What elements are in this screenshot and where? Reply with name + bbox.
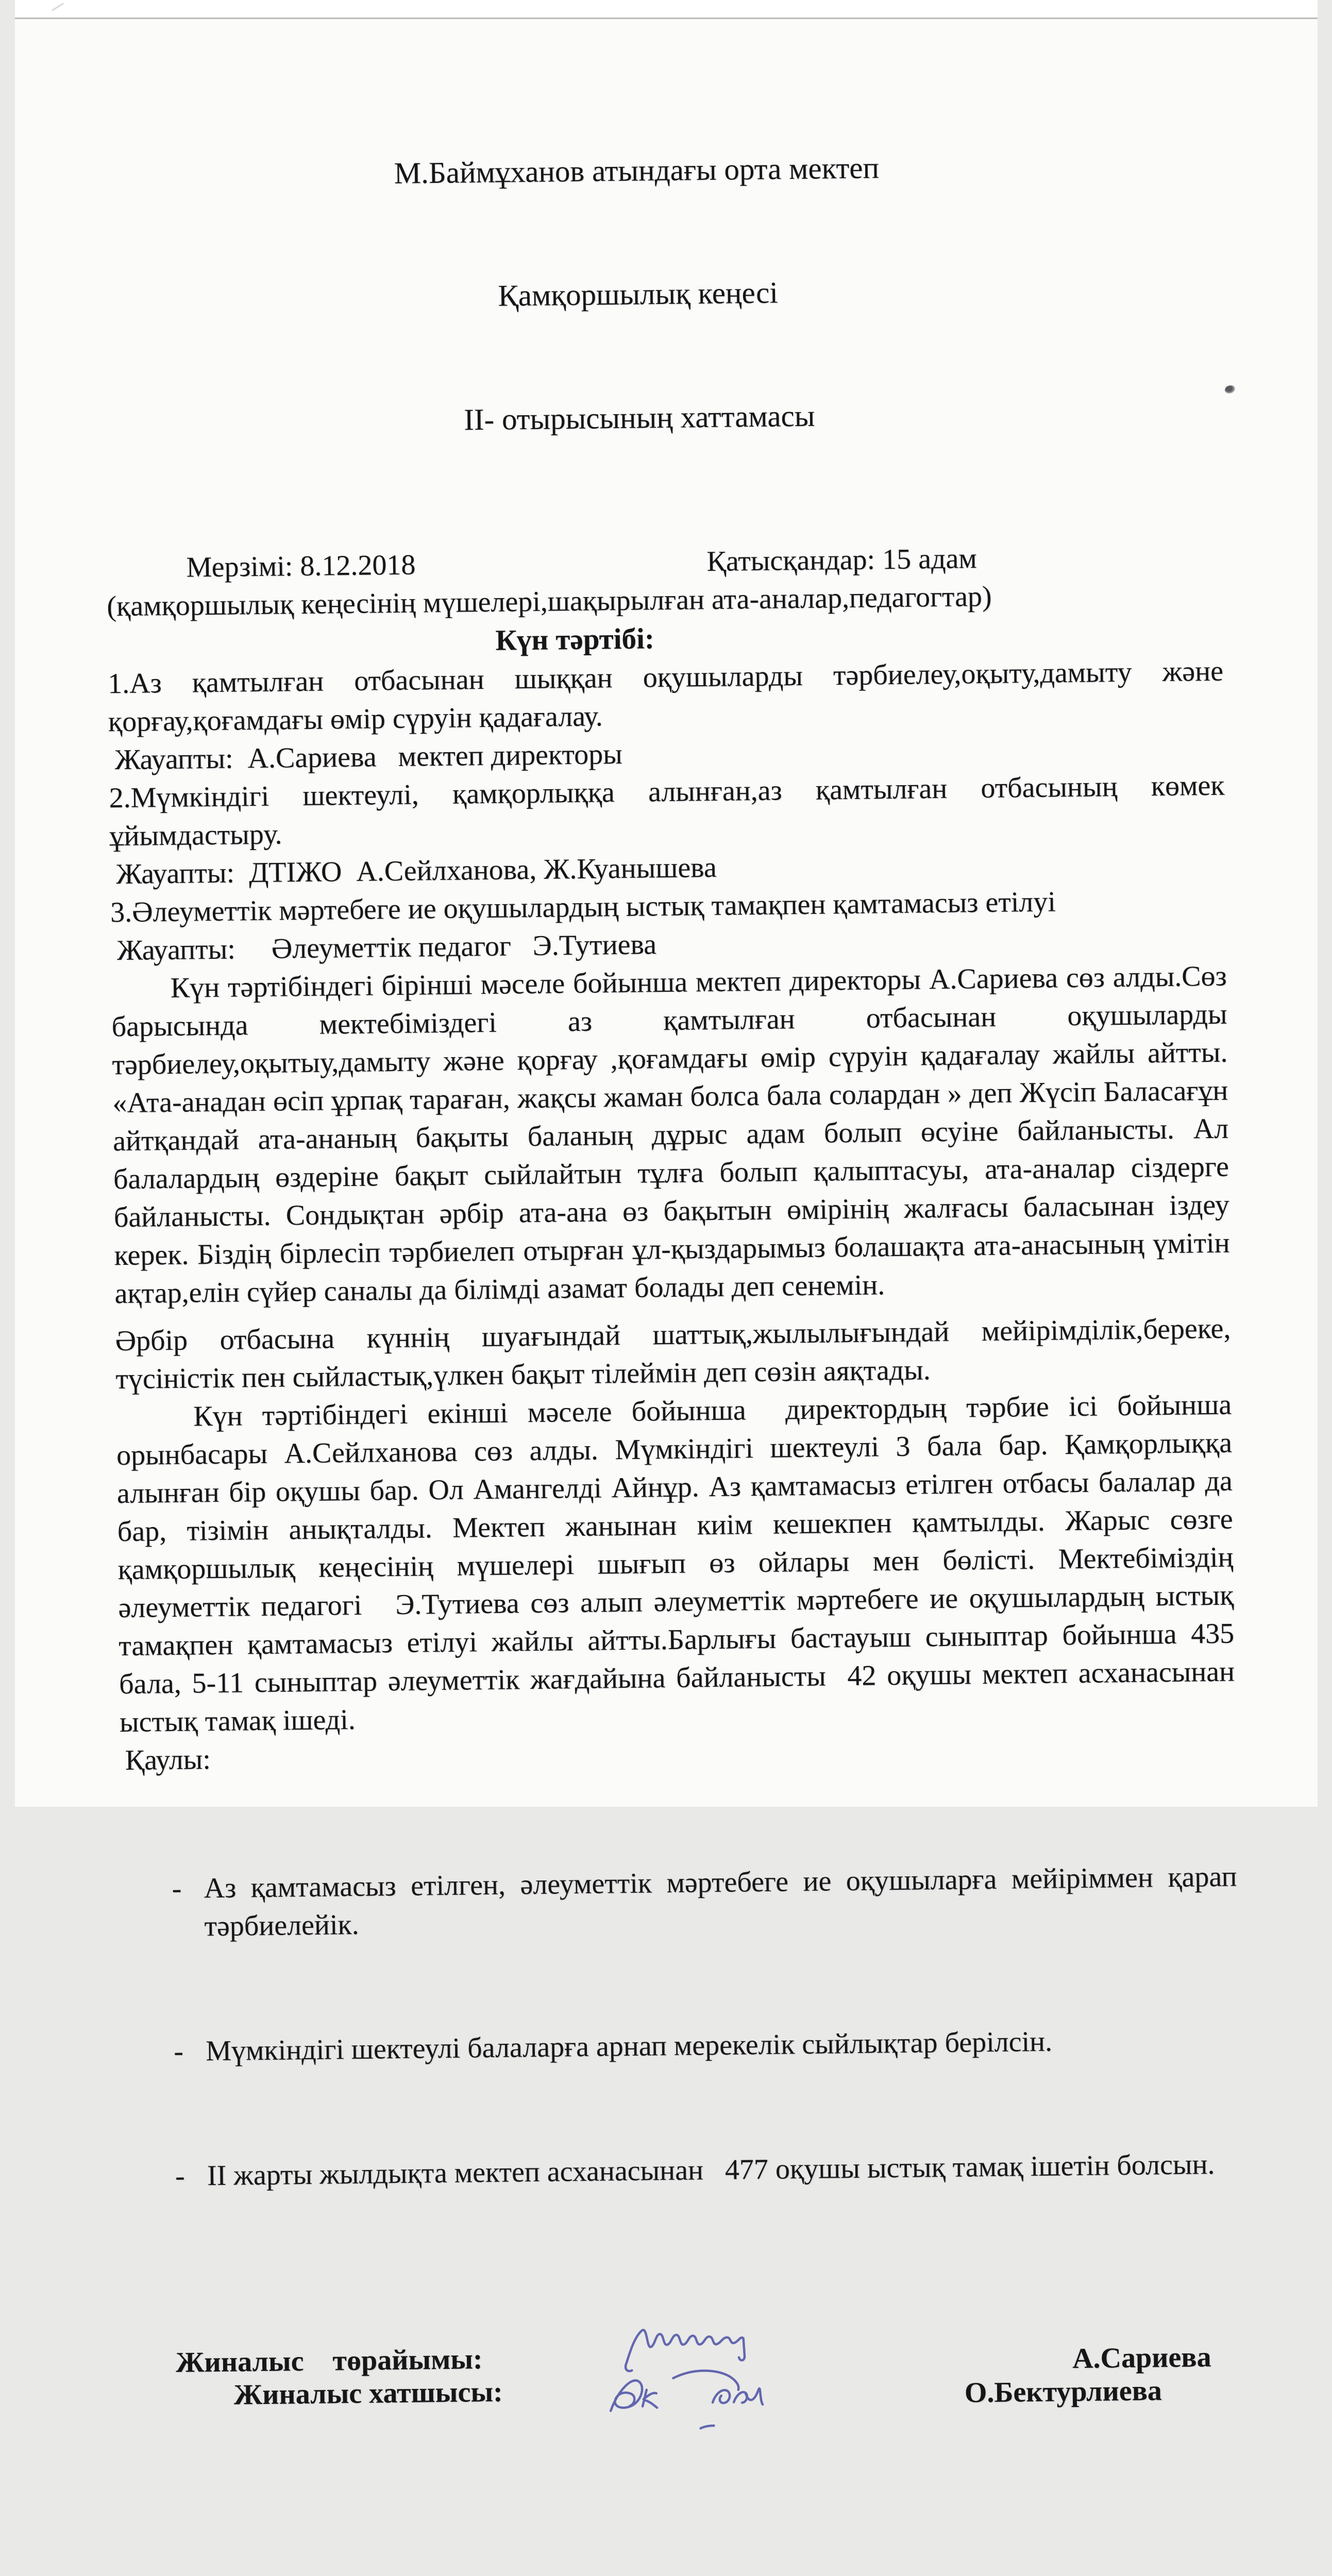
agenda-responsible-2: Жауапты: ДТІЖО А.Сейлханова, Ж.Куанышева	[115, 851, 717, 891]
protocol-title: ІІ- отырысының хаттамасы	[463, 398, 815, 437]
resolution-item-text: Аз қамтамасыз етілген, әлеуметтік мәртебеге ие оқушыларға мейіріммен қарап тәрбиелейік.	[203, 1860, 1244, 1943]
agenda-heading: Күн тәртібі:	[495, 622, 654, 657]
resolution-item	[121, 1858, 1244, 1947]
agenda-item-2: 2.Мүмкіндігі шектеулі, қамқорлыққа алынған,аз қамтылған отбасының көмек ұйымдастыру.	[108, 769, 1232, 853]
chair-label: Жиналыс төрайымы:	[175, 2343, 483, 2379]
document-title-block	[77, 61, 1198, 527]
resolution-heading: Қаулы:	[124, 1743, 211, 1777]
agenda-item-1: 1.Аз қамтылған отбасынан шыққан оқушыларды тәрбиелеу,оқыту,дамыту және қорғау,қоғамдағы өмір сүруін қадағалау.	[107, 655, 1230, 738]
agenda-responsible-3: Жауапты: Әлеуметтік педагог Э.Тутиева	[116, 928, 656, 967]
agenda-responsible-1: Жауапты: А.Сариева мектеп директоры	[114, 738, 622, 776]
bullet-dash: -	[173, 2035, 183, 2067]
document-content	[5, 0, 1328, 2411]
resolution-item	[123, 2021, 1239, 2072]
participants-count: Қатысқандар: 15 адам	[706, 543, 977, 578]
secretary-name: О.Бектурлиева	[964, 2375, 1162, 2409]
secretary-signature-ink	[610, 2370, 763, 2411]
chair-signature-ink	[625, 2329, 745, 2371]
signature-dash-ink	[700, 2426, 714, 2428]
school-name-title: М.Баймұханов атындағы орта мектеп	[393, 150, 879, 190]
ink-blot-artifact	[1225, 385, 1235, 394]
minutes-paragraph-2: Әрбір отбасына күннің шуағындай шаттық,жылылығындай мейірімділік,береке, түсіністік пен сыйластық,үлкен бақыт тілеймін деп сөзін аяқтады.	[114, 1312, 1238, 1396]
handwritten-signature-ink	[579, 2307, 787, 2464]
meeting-date: Мерзімі: 8.12.2018	[186, 549, 416, 584]
scanned-document-page	[15, 0, 1318, 2411]
resolution-item	[124, 2145, 1240, 2196]
council-name-title: Қамқоршылық кеңесі	[497, 275, 778, 313]
resolution-list	[120, 1782, 1244, 2282]
resolution-item-text: Мүмкіндігі шектеулі балаларға арнап мерекелік сыйлықтар берілсін.	[205, 2025, 1052, 2067]
resolution-item-text: ІІ жарты жылдықта мектеп асханасынан 477 оқушы ыстық тамақ ішетін болсын.	[207, 2148, 1215, 2192]
signature-block	[126, 2332, 1244, 2561]
bullet-dash: -	[175, 2160, 185, 2192]
participants-note: (қамқоршылық кеңесінің мүшелері,шақырылған ата-аналар,педагогтар)	[106, 580, 992, 623]
tilted-scan-content	[5, 0, 1328, 2411]
agenda-item-3: 3.Әлеуметтік мәртебеге ие оқушылардың ыстық тамақпен қамтамасыз етілуі	[110, 886, 1056, 929]
chair-name: А.Сариева	[1072, 2341, 1211, 2375]
minutes-paragraph-1: Күн тәртібіндегі бірінші мәселе бойынша мектеп директоры А.Сариева сөз алды.Сөз барысында мектебіміздегі аз қамтылған отбасынан оқушыларды тәрбиелеу,оқытыу,дамыту және қорғау ,қоғамдағы өмір сүруін қадағалау жайлы айтты. «Ата-анадан өсіп ұрпақ тараған, жақсы жаман болса бала солардан » деп Жүсіп Баласағұн айтқандай ата-ананың бақыты баланың дұрыс адам болып өсуіне байланысты. Ал балалардың өздеріне бақыт сыйлайтын тұлға болып қалыптасуы, ата-аналар сіздерге байланысты. Сондықтан әрбір ата-ана өз бақытын өмірінің жалғасы баласынан іздеу керек. Біздің бірлесіп тәрбиелеп отырған ұл-қыздарымыз болашақта ата-анасының үмітін ақтар,елін сүйер саналы да білімді азамат болады деп сенемін.	[111, 960, 1237, 1310]
secretary-label: Жиналыс хатшысы:	[233, 2376, 503, 2411]
bullet-dash: -	[171, 1872, 182, 1905]
minutes-paragraph-3: Күн тәртібіндегі екінші мәселе бойынша директордың тәрбие ісі бойынша орынбасары А.Сейлханова сөз алды. Мүмкіндігі шектеулі 3 бала бар. Қамқорлыққа алынған бір оқушы бар. Ол Амангелді Айнұр. Аз қамтамасыз етілген отбасы балалар да бар, тізімін анықталды. Мектеп жанынан киім кешекпен қамтылды. Жарыс сөзге қамқоршылық кеңесінің мүшелері шығып өз ойлары мен бөлісті. Мектебіміздің әлеуметтік педагогі Э.Тутиева сөз алып әлеуметтік мәртебеге ие оқушылардың ыстық тамақпен қамтамасыз етілуі жайлы айтты.Барлығы бастауыш сыныптар бойынша 435 бала, 5-11 сыныптар әлеуметтік жағдайына байланысты 42 оқушы мектеп асханасынан ыстық тамақ ішеді.	[116, 1388, 1242, 1739]
